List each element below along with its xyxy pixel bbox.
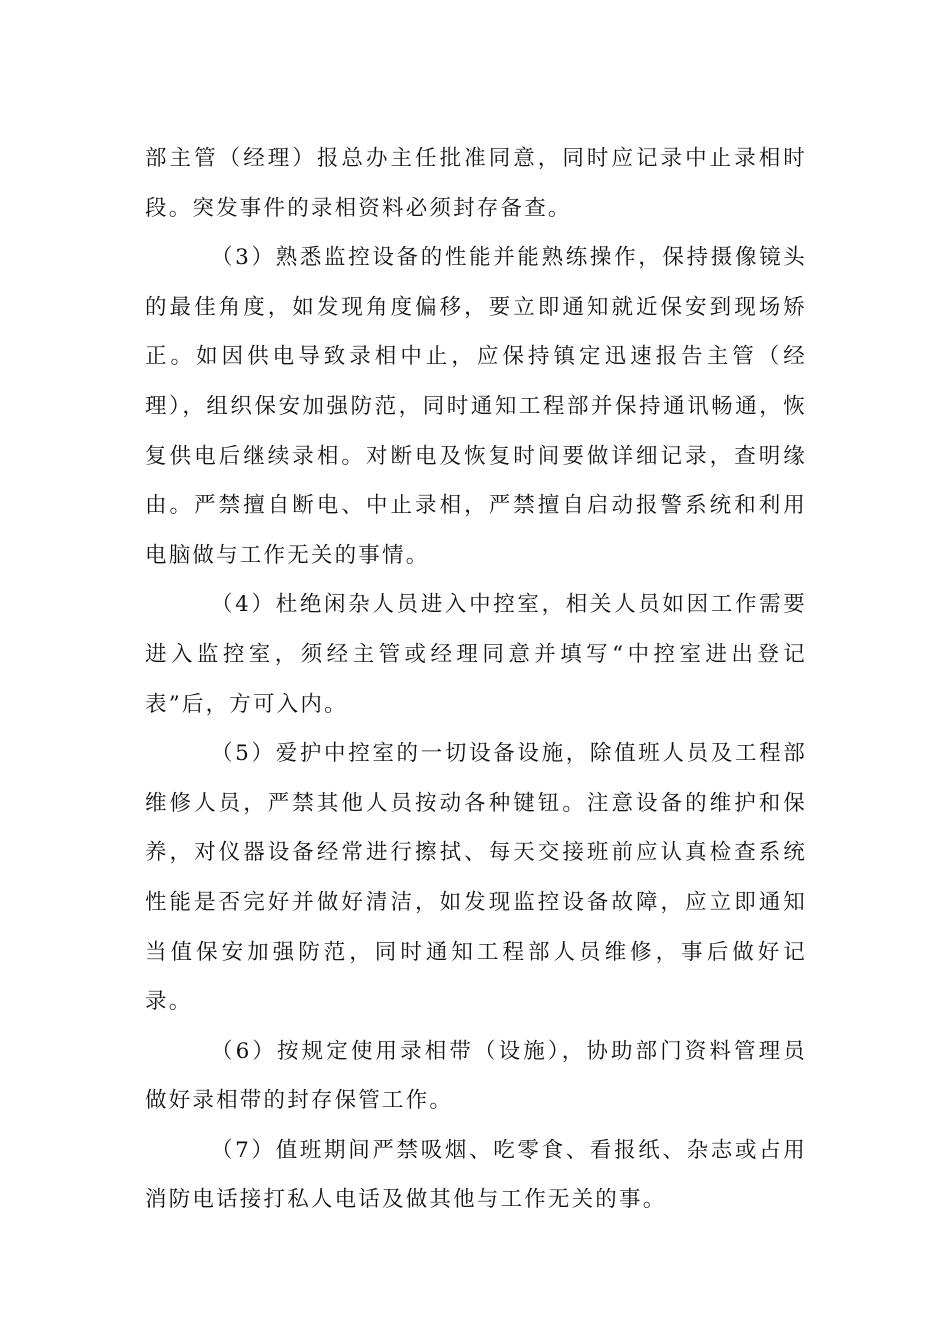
document-page bbox=[145, 134, 807, 1225]
paragraph-item-6: （6）按规定使用录相带（设施），协助部门资料管理员做好录相带的封存保管工作。 bbox=[145, 1038, 807, 1114]
paragraph-item-7: （7）值班期间严禁吸烟、吃零食、看报纸、杂志或占用消防电话接打私人电话及做其他与工作无关的事。 bbox=[145, 1137, 807, 1213]
paragraph-item-3: （3）熟悉监控设备的性能并能熟练操作，保持摄像镜头的最佳角度，如发现角度偏移，要立即通知就近保安到现场矫正。如因供电导致录相中止，应保持镇定迅速报告主管（经理），组织保安加强防范，同时通知工程部并保持通讯畅通，恢复供电后继续录相。对断电及恢复时间要做详细记录，查明缘由。严禁擅自断电、中止录相，严禁擅自启动报警系统和利用电脑做与工作无关的事情。 bbox=[145, 245, 807, 568]
paragraph-item-4: （4）杜绝闲杂人员进入中控室，相关人员如因工作需要进入监控室，须经主管或经理同意并填写“中控室进出登记表”后，方可入内。 bbox=[145, 592, 807, 717]
paragraph-continuation: 部主管（经理）报总办主任批准同意，同时应记录中止录相时段。突发事件的录相资料必须封存备查。 bbox=[145, 146, 807, 221]
paragraph-item-5: （5）爱护中控室的一切设备设施，除值班人员及工程部维修人员，严禁其他人员按动各种键钮。注意设备的维护和保养，对仪器设备经常进行擦拭、每天交接班前应认真检查系统性能是否完好并做好清洁，如发现监控设备故障，应立即通知当值保安加强防范，同时通知工程部人员维修，事后做好记录。 bbox=[145, 741, 807, 1015]
